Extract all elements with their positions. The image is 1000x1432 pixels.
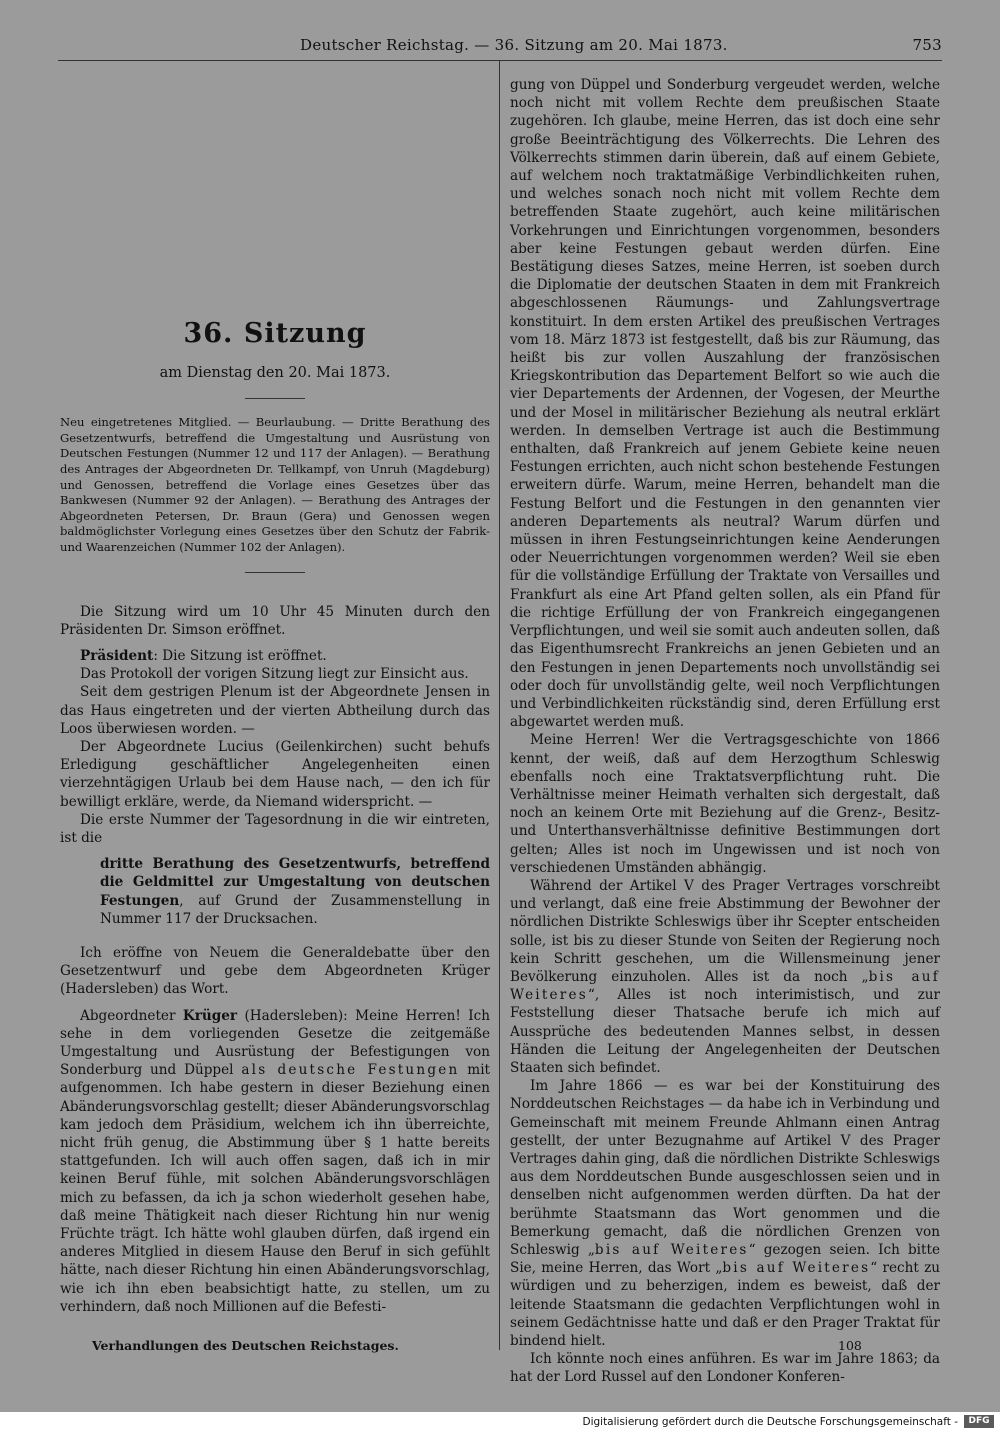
president-text: : Die Sitzung ist eröffnet. — [153, 647, 327, 664]
column-divider — [499, 60, 500, 1350]
credit-stripe — [0, 1412, 1000, 1432]
page-number: 753 — [912, 36, 942, 54]
right-column — [510, 76, 940, 1387]
p3-spaced: bis auf Weiteres — [510, 968, 940, 1004]
right-paragraph-5: Ich könnte noch eines anführen. Es war im Jahre 1863; da hat der Lord Russel auf den Londoner Konferen- — [510, 1351, 940, 1386]
session-title: 36. Sitzung — [183, 318, 367, 349]
right-paragraph-2: Meine Herren! Wer die Vertragsgeschichte von 1866 kennt, der weiß, daß auf dem Herzogthum Schleswig ebenfalls noch eine Traktatsverpflichtung ruht. Die Verhältnisse meiner Heimath verhalten sich dergestalt, daß noch an keinem Orte mit Beziehung auf die Grenz-, Besitz- und Unterthansverhältnisse definitive Bestimmungen dort gelten; Alles ist noch im Ungewissen und ist noch von verschiedenen Umständen abhängig. — [510, 732, 940, 876]
president-paragraph — [60, 647, 490, 665]
right-paragraph-1: gung von Düppel und Sonderburg vergeudet werden, welche noch nicht mit vollem Rechte dem preußischen Staate zugehören. Ich glaube, meine Herren, das ist doch eine sehr große Beeinträchtigung des Völkerrechts. Die Lehren des Völkerrechts stimmen darin überein, daß auf einem Gebiete, auf welchem noch traktatmäßige Verbindlichkeiten ruhen, und welches sonach noch nicht mit vollem Rechte dem betreffenden Staate zugehört, auch keine militärischen Vorkehrungen und Einrichtungen vorgenommen, besonders aber keine Festungen gebaut werden dürfen. Eine Bestätigung dieses Satzes, meine Herren, ist soeben durch die Diplomatie der deutschen Staaten in dem mit Frankreich abgeschlossenen Räumungs- und Zahlungsvertrage konstituirt. In dem ersten Artikel des preußischen Vertrages vom 18. März 1873 ist festgestellt, daß bis zur Räumung, das heißt bis zur vollen Auszahlung der französischen Kriegskontribution das Departement Belfort so wie auch die vier Departements der Ardennen, der Vogesen, der Meurthe und der Mosel in militärischer Beziehung als neutral erklärt werden. In demselben Vertrage ist auch die Bestimmung enthalten, daß Frankreich auf jenem Gebiete keine neuen Festungen errichten, auch nicht schon bestehende Festungen erweitern dürfe. Warum, meine Herren, behandelt man die Festung Belfort und die Festungen in den genannten vier anderen Departements als neutral? Warum dürfen und müssen in ihren Festungseinrichtungen keine Aenderungen oder Neuerrichtungen vorgenommen werden? Weil sie eben für die vollständige Erfüllung der Traktate von Versailles und Frankfurt als eine Art Pfand gelten sollen, als ein Pfand für die richtige Erfüllung der von Frankreich eingegangenen Verpflichtungen, und weil sie somit auch andeuten sollen, daß das Eigenthumsrecht Frankreichs an jenen Gebieten und an den Festungen in jenen Departements noch unvollständig sei oder doch für unvollständig gelte, weil noch Verpflichtungen und Verbindlichkeiten rückständig sind, deren Erfüllung erst abgewartet werden muß. — [510, 77, 940, 731]
session-summary: Neu eingetretenes Mitglied. — Beurlaubung. — Dritte Berathung des Gesetzentwurfs, betreffend die Umgestaltung und Ausrüstung von Deutschen Festungen (Nummer 12 und 117 der Anlagen). — Berathung des Antrages der Abgeordneten Dr. Tellkampf, von Unruh (Magdeburg) und Genossen, betreffend die Vorlage eines Gesetzes über das Bankwesen (Nummer 92 der Anlagen). — Berathung des Antrages der Abgeordneten Petersen, Dr. Braun (Gera) und Genossen wegen baldmöglichster Vorlegung eines Gesetzes über den Schutz der Fabrik- und Waarenzeichen (Nummer 102 der Anlagen). — [60, 415, 490, 554]
running-title: Deutscher Reichstag. — 36. Sitzung am 20. Mai 1873. — [300, 36, 728, 54]
president-label: Präsident — [80, 647, 154, 664]
title-rule — [245, 398, 305, 399]
speaker-prefix: Abgeordneter — [80, 1007, 183, 1024]
agenda-bold: dritte Berathung des Gesetzentwurfs, betreffend die Geldmittel zur Umgestaltung von deutschen Festungen — [100, 856, 490, 909]
jensen-paragraph: Seit dem gestrigen Plenum ist der Abgeordnete Jensen in das Haus eingetreten und der vierten Abtheilung durch das Loos überwiesen worden. — — [60, 684, 490, 737]
p4-spaced-1: bis auf Weiteres — [594, 1242, 749, 1258]
agenda-rest: , auf Grund der Zusammenstellung in Nummer 117 der Drucksachen. — [100, 892, 490, 927]
session-date: am Dienstag den 20. Mai 1873. — [159, 365, 391, 381]
speech-part-a: (Hadersleben): Meine Herren! Ich sehe in dem vorliegenden Gesetze die zeitgemäße Umgestaltung und Ausrüstung der Befestigungen von Sonderburg und Düppel — [60, 1007, 490, 1079]
speech-spaced: als deutsche Festungen — [241, 1062, 460, 1079]
right-paragraph-4 — [510, 1077, 940, 1350]
footer-sheet-number: 108 — [838, 1338, 862, 1353]
p4-part-a: Im Jahre 1866 — es war bei der Konstituirung des Norddeutschen Reichstages — da habe ich in Verbindung und Gemeinschaft mit meinem Freunde Ahlmann einen Antrag gestellt, der unter Bezugnahme auf Artikel V des Prager Vertrages dahin ging, daß die nördlichen Distrikte Schleswigs aus dem Norddeutschen Bunde ausgeschlossen seien und in denselben nicht aufgenommen werden dürften. Da hat der berühmte Staatsmann das Wort genommen und die Bemerkung gemacht, daß die nördlichen Grenzen von Schleswig „ — [510, 1078, 940, 1258]
p4-spaced-2: bis auf Weiteres — [722, 1260, 871, 1277]
p3-part-a: Während der Artikel V des Prager Vertrages vorschreibt und verlangt, daß eine freie Abstimmung der Bewohner der nördlichen Distrikte Schleswigs über ihr Scepter entscheiden solle, ist bis zu dieser Stunde von Seiten der Regierung noch kein Schritt geschehen, um die Willensmeinung jener Bevölkerung einzuholen. Alles ist da noch „ — [510, 877, 940, 985]
speech-paragraph — [60, 1007, 490, 1316]
opening-paragraph: Die Sitzung wird um 10 Uhr 45 Minuten durch den Präsidenten Dr. Simson eröffnet. — [60, 603, 490, 638]
p4-part-c: “ recht zu würdigen und zu beherzigen, indem es beweist, daß der leitende Staatsmann die gedachten Verpflichtungen wohl in seinem Gedächtnisse hatte und daß er den Prager Traktat für bindend hielt. — [510, 1260, 940, 1350]
left-column — [60, 318, 490, 1316]
credit-text: Digitalisierung gefördert durch die Deutsche Forschungsgemeinschaft - — [582, 1416, 958, 1428]
speaker-name: Krüger — [182, 1007, 238, 1024]
summary-rule — [245, 572, 305, 573]
protokoll-paragraph: Das Protokoll der vorigen Sitzung liegt zur Einsicht aus. — [80, 666, 469, 683]
speech-part-b: mit aufgenommen. Ich habe gestern in dieser Beziehung einen Abänderungsvorschlag gestellt; dieser Abänderungsvorschlag kam jedoch dem Präsidium, welchem ich ihn überreichte, nicht früh genug, die Abstimmung über § 1 hatte bereits stattgefunden. Ich will auch offen sagen, daß ich in mir keinen Beruf fühle, mit solchen Abänderungsvorschlägen mich zu befassen, da ich ja schon wiederholt gesehen habe, daß meine Thätigkeit nach dieser Richtung hin nur wenig Früchte trägt. Ich hätte wohl glauben dürfen, daß irgend ein anderes Mitglied in diesem Hause den Beruf in sich gefühlt hätte, nach dieser Richtung hin einen Abänderungsvorschlag, wie ich ihn eben beabsichtigt hatte, zu stellen, um zu verhindern, daß noch Millionen auf die Befesti- — [60, 1062, 491, 1315]
right-paragraph-3 — [510, 877, 940, 1077]
header-rule — [58, 60, 942, 61]
dfg-logo-icon: DFG — [964, 1415, 994, 1428]
footer-publication: Verhandlungen des Deutschen Reichstages. — [92, 1338, 399, 1353]
tagesordnung-paragraph: Die erste Nummer der Tagesordnung in die wir eintreten, ist die — [60, 811, 490, 846]
p4-part-b: “ gezogen seien. Ich bitte Sie, meine Herren, das Wort „ — [510, 1242, 940, 1277]
page-header — [60, 36, 942, 60]
agenda-item — [100, 855, 490, 928]
lucius-paragraph: Der Abgeordnete Lucius (Geilenkirchen) sucht behufs Erledigung geschäftlicher Angelegenheiten einen vierzehntägigen Urlaub bei dem Hause nach, — den ich für bewilligt erkläre, werde, da Niemand widerspricht. — — [60, 738, 490, 810]
generaldebatte-paragraph: Ich eröffne von Neuem die Generaldebatte über den Gesetzentwurf und gebe dem Abgeordneten Krüger (Hadersleben) das Wort. — [60, 945, 490, 998]
p3-part-b: “, Alles ist noch interimistisch, und zur Feststellung dieser Thatsache berufe ich mich auf Aussprüche des bedeutenden Mannes selbst, in dessen Händen die Leitung der Angelegenheiten der Deutschen Staaten sich befindet. — [510, 987, 940, 1076]
